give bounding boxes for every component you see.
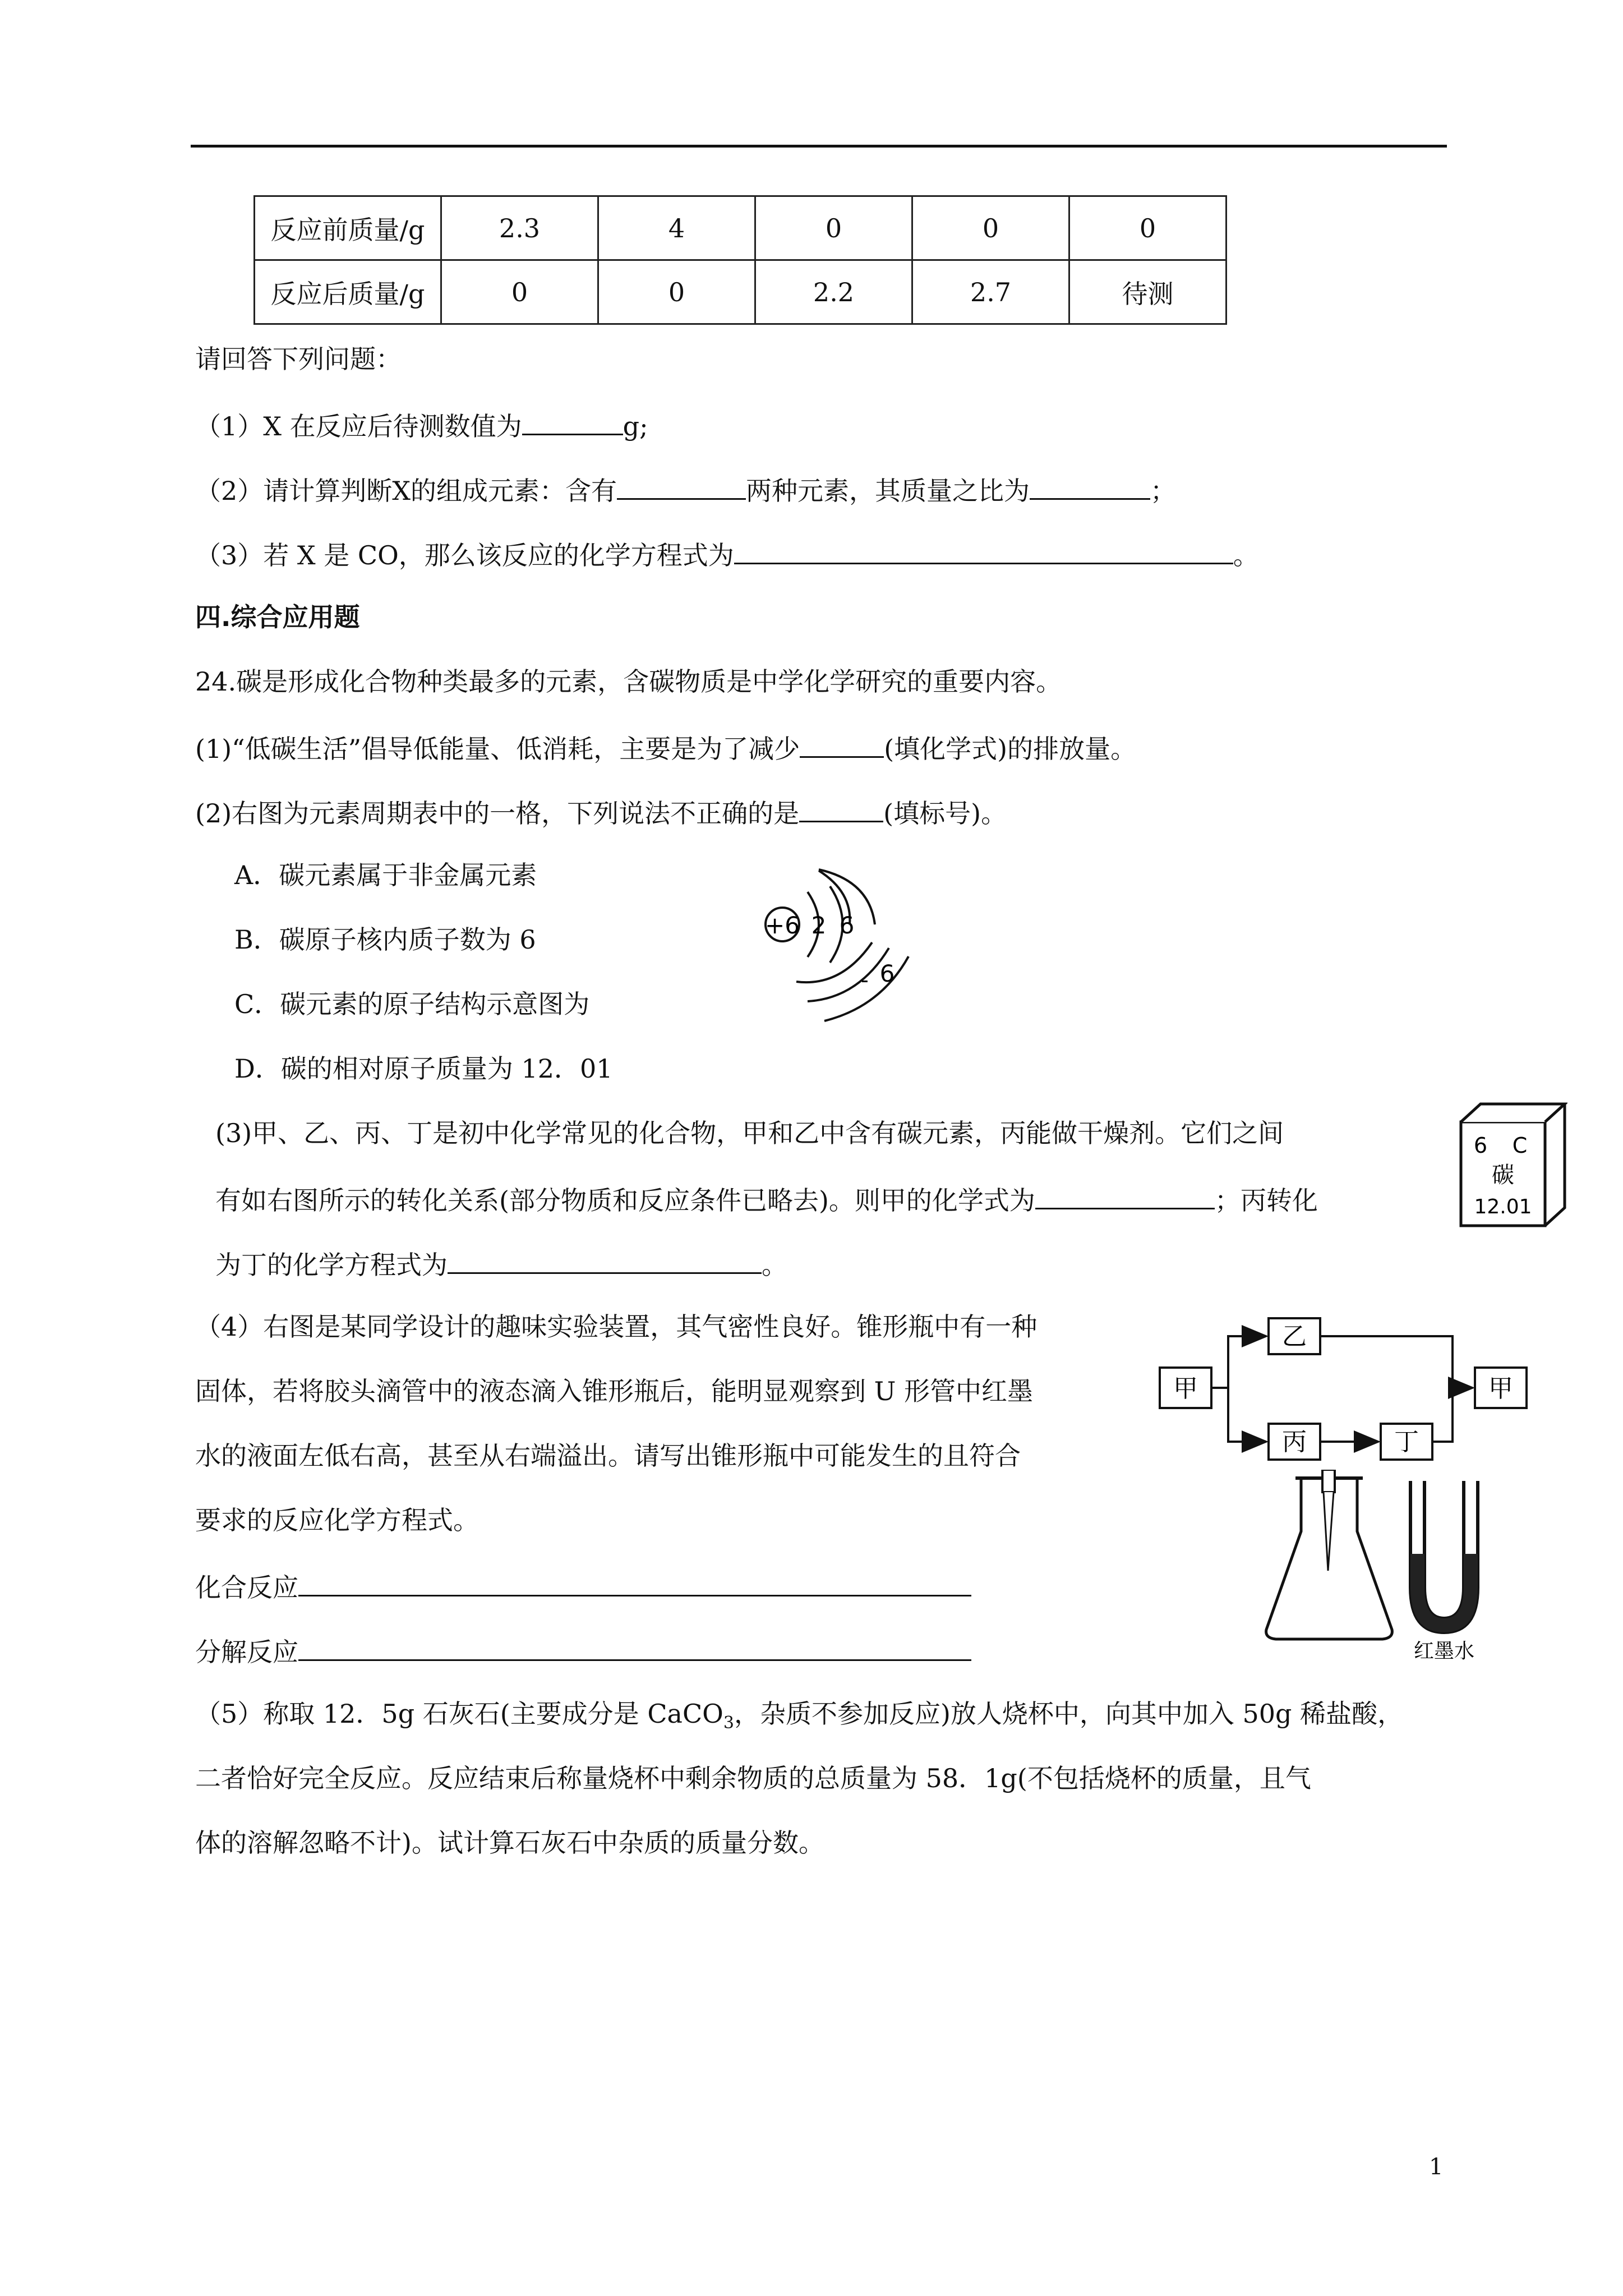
q24-part3-line2: [215, 1181, 1318, 1217]
node-jia-end: 甲: [1488, 1374, 1513, 1403]
q24-part1: [195, 729, 1136, 766]
table-cell: 2.3: [441, 196, 598, 260]
answer-blank[interactable]: [448, 1245, 762, 1274]
answer-blank[interactable]: [298, 1632, 971, 1661]
answer-blank[interactable]: [800, 729, 884, 758]
table-cell: 待测: [1069, 260, 1227, 324]
q24-part3-text: 有如右图所示的转化关系(部分物质和反应条件已略去)。则甲的化学式为: [215, 1185, 1035, 1216]
q24-part3-text-end: ；丙转化: [1214, 1185, 1318, 1216]
table-cell: 0: [912, 196, 1069, 260]
page-number: 1: [1429, 2154, 1444, 2180]
atom-structure-diagram: [757, 858, 925, 1027]
answer-blank[interactable]: [1035, 1181, 1215, 1209]
answer-blank[interactable]: [522, 407, 623, 435]
atomic-number: 6: [1473, 1133, 1488, 1158]
table-row: [255, 260, 1227, 324]
row-label: 反应后质量/g: [255, 260, 441, 324]
shell-2-count: 6: [839, 912, 855, 939]
periodic-table-cell: [1458, 1102, 1567, 1228]
q24-part5-text-cont: ，杂质不参加反应)放人烧杯中，向其中加入 50g 稀盐酸，: [734, 1699, 1404, 1729]
combination-label: 化合反应: [195, 1572, 298, 1603]
answer-blank[interactable]: [734, 536, 1233, 564]
dash-mark: -: [861, 968, 869, 992]
option-a: A．碳元素属于非金属元素: [234, 860, 537, 890]
q23-part2-mid: 两种元素，其质量之比为: [746, 476, 1030, 506]
node-jia-start: 甲: [1173, 1374, 1198, 1403]
nucleus-charge: +6: [765, 912, 800, 939]
q24-part4-line2: 固体，若将胶头滴管中的液态滴入锥形瓶后，能明显观察到 U 形管中红墨: [195, 1376, 1034, 1406]
q24-part2-end: (填标号)。: [883, 798, 1007, 829]
q23-part2: [195, 471, 1176, 508]
q24-part5-line2: 二者恰好完全反应。反应结束后称量烧杯中剩余物质的总质量为 58．1g(不包括烧杯的质量，且气: [195, 1763, 1311, 1793]
row-label: 反应前质量/g: [255, 196, 441, 260]
option-c: C．碳元素的原子结构示意图为: [234, 989, 590, 1019]
q24-part1-end: (填化学式)的排放量。: [884, 734, 1137, 764]
q23-part3-end: 。: [1233, 540, 1259, 570]
table-cell: 2.2: [755, 260, 912, 324]
q23-prompt: 请回答下列问题：: [195, 344, 402, 374]
header-rule: [191, 145, 1447, 148]
section-heading: 四.综合应用题: [195, 602, 360, 632]
node-bing: 丙: [1282, 1428, 1307, 1456]
table-cell: 0: [755, 196, 912, 260]
answer-blank[interactable]: [617, 471, 746, 500]
q23-part2-text: （2）请计算判断X的组成元素：含有: [195, 476, 617, 506]
q24-part5-text: （5）称取 12．5g 石灰石(主要成分是 CaCO: [195, 1699, 723, 1729]
element-name: 碳: [1492, 1162, 1514, 1188]
answer-blank[interactable]: [298, 1568, 971, 1596]
q23-part2-end: ；: [1150, 476, 1177, 506]
q24-part2: [195, 794, 1007, 830]
q24-intro: 24.碳是形成化合物种类最多的元素，含碳物质是中学化学研究的重要内容。: [195, 666, 1062, 697]
red-ink-label: 红墨水: [1413, 1640, 1475, 1660]
option-b: B．碳原子核内质子数为 6: [234, 924, 536, 955]
table-cell: 0: [441, 260, 598, 324]
node-yi: 乙: [1282, 1322, 1307, 1351]
q24-part3-equation-label: 为丁的化学方程式为: [215, 1250, 448, 1280]
q24-part4-line4: 要求的反应化学方程式。: [195, 1505, 479, 1535]
decomposition-label: 分解反应: [195, 1637, 298, 1667]
q24-part3-end: 。: [762, 1250, 787, 1280]
decomposition-reaction: [195, 1632, 971, 1669]
q24-part3-line3: [215, 1245, 787, 1282]
q24-part5-line3: 体的溶解忽略不计)。试计算石灰石中杂质的质量分数。: [195, 1828, 824, 1858]
node-ding: 丁: [1394, 1428, 1419, 1456]
table-cell: 0: [598, 260, 755, 324]
q24-part2-text: (2)右图为元素周期表中的一格，下列说法不正确的是: [195, 798, 800, 829]
q24-part4-line3: 水的液面左低右高，甚至从右端溢出。请写出锥形瓶中可能发生的且符合: [195, 1441, 1021, 1471]
q23-part3: [195, 536, 1259, 572]
q23-part1: [195, 407, 648, 443]
transformation-flow-diagram: [1155, 1307, 1537, 1475]
q24-part5-line1: [195, 1697, 1403, 1740]
shell-1-count: 2: [811, 912, 827, 939]
apparatus-diagram: [1256, 1470, 1514, 1660]
table-cell: 4: [598, 196, 755, 260]
table-cell: 2.7: [912, 260, 1069, 324]
table-cell: 0: [1069, 196, 1227, 260]
element-symbol: C: [1512, 1133, 1528, 1158]
q23-part3-text: （3）若 X 是 CO，那么该反应的化学方程式为: [195, 540, 734, 570]
wrong-shell-count: 6: [879, 960, 895, 987]
q23-part1-unit: g;: [623, 411, 648, 441]
q24-part1-text: (1)“低碳生活”倡导低能量、低消耗，主要是为了减少: [195, 734, 800, 764]
combination-reaction: [195, 1568, 971, 1604]
table-row: [255, 196, 1227, 260]
atomic-mass: 12.01: [1474, 1195, 1532, 1218]
mass-table: [253, 195, 1227, 325]
q24-part4-line1: （4）右图是某同学设计的趣味实验装置，其气密性良好。锥形瓶中有一种: [195, 1312, 1038, 1342]
subscript-3: 3: [723, 1713, 734, 1733]
option-d: D．碳的相对原子质量为 12．01: [234, 1053, 613, 1084]
answer-blank[interactable]: [1030, 471, 1150, 500]
q23-part1-text: （1）X 在反应后待测数值为: [195, 411, 522, 441]
q24-part3-line1: (3)甲、乙、丙、丁是初中化学常见的化合物，甲和乙中含有碳元素，丙能做干燥剂。它们之间: [215, 1118, 1284, 1148]
answer-blank[interactable]: [799, 794, 883, 822]
